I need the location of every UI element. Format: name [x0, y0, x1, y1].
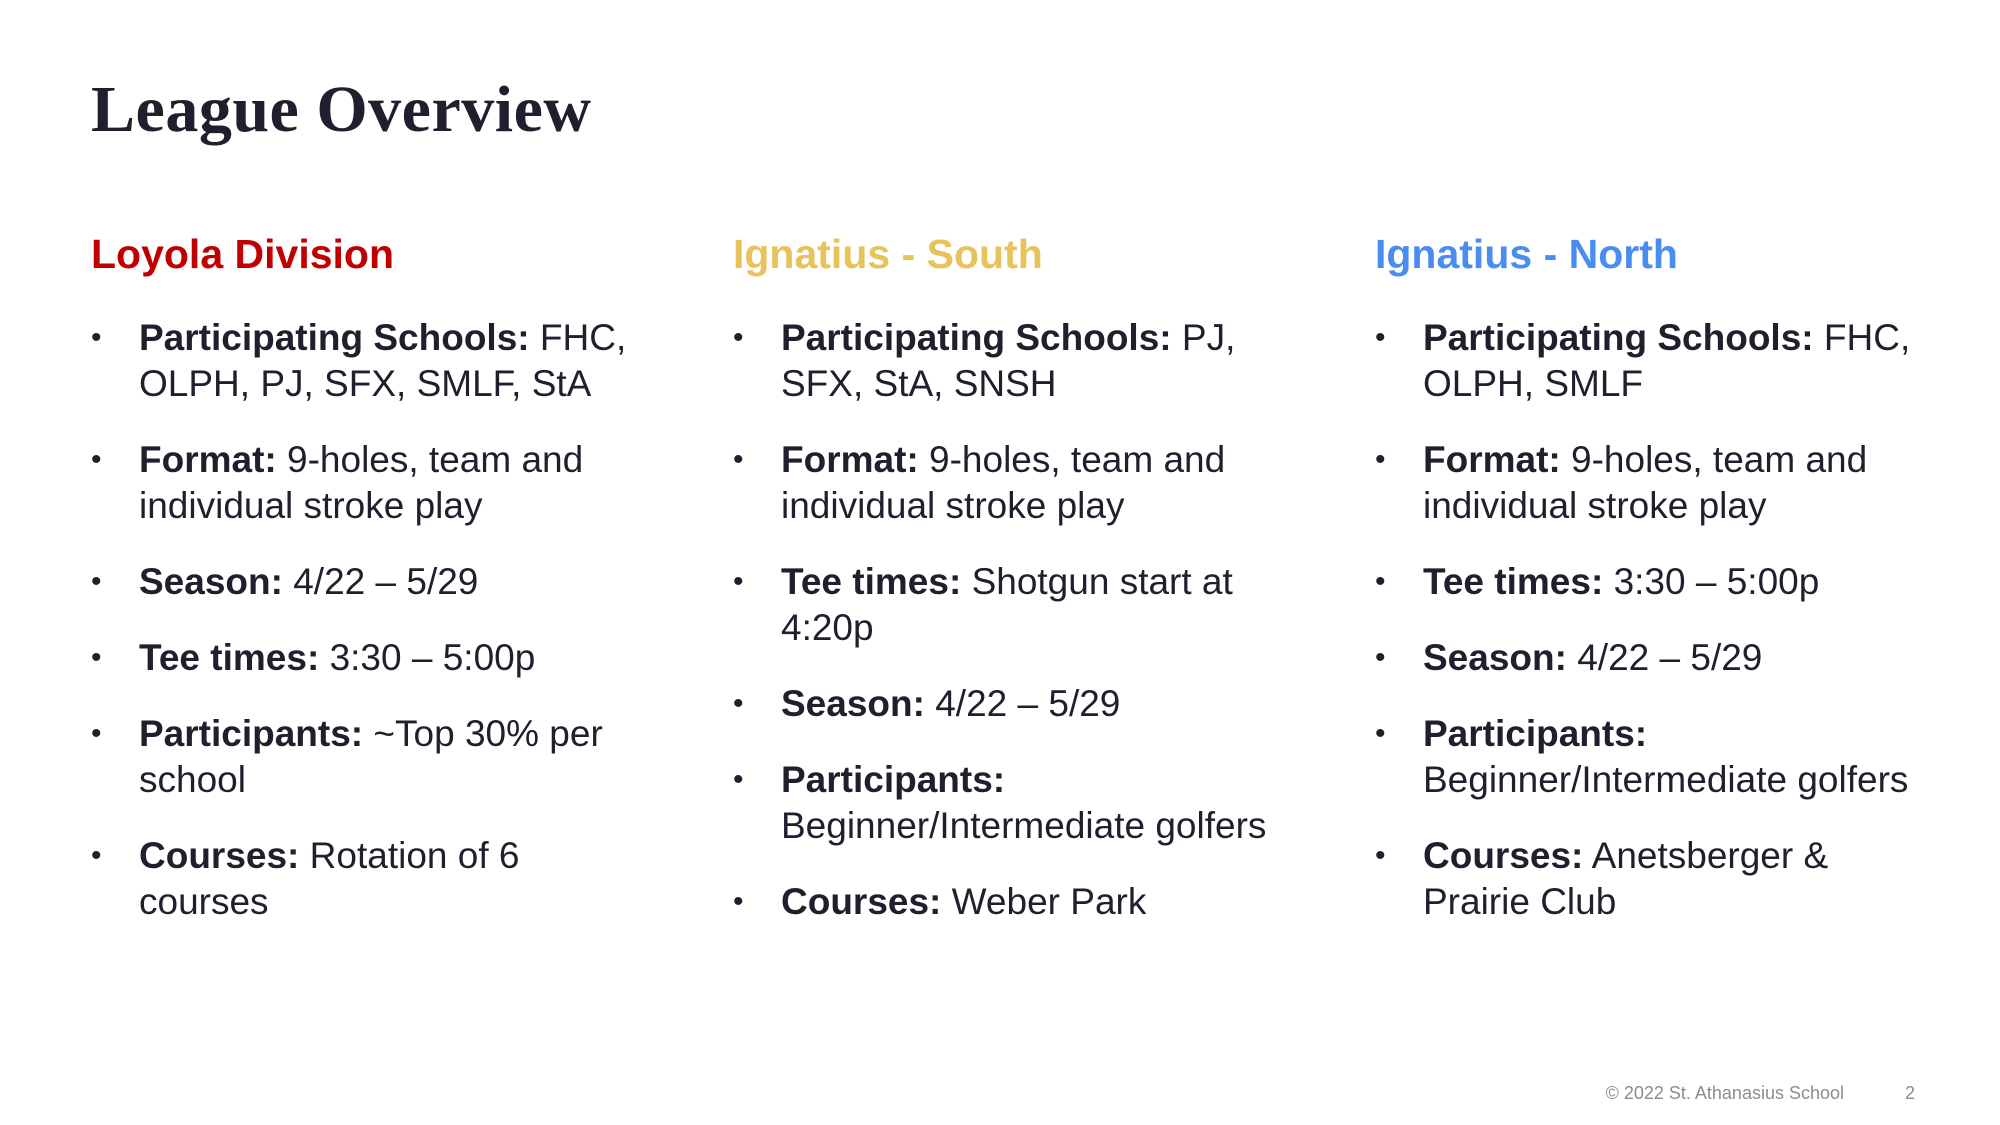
division-heading: Ignatius - South — [733, 231, 1043, 277]
list-item — [1375, 315, 1935, 407]
item-label: Courses: — [781, 881, 942, 922]
division-heading: Loyola Division — [91, 231, 394, 277]
item-label: Participants: — [781, 759, 1006, 800]
bullet-icon: • — [91, 641, 102, 674]
item-text: FHC, OLPH, PJ, SFX, SMLF, StA — [139, 317, 627, 404]
list-item — [733, 879, 1293, 925]
item-label: Participating Schools: — [139, 317, 530, 358]
item-label: Tee times: — [139, 637, 320, 678]
item-text: FHC, OLPH, SMLF — [1423, 317, 1911, 404]
item-label: Format: — [139, 439, 277, 480]
item-label: Participants: — [1423, 713, 1648, 754]
bullet-icon: • — [91, 717, 102, 750]
item-label: Participating Schools: — [1423, 317, 1814, 358]
bullet-icon: • — [1375, 321, 1386, 354]
list-item — [91, 635, 651, 681]
item-label: Participants: — [139, 713, 364, 754]
bullet-icon: • — [1375, 717, 1386, 750]
item-label: Tee times: — [1423, 561, 1604, 602]
division-heading: Ignatius - North — [1375, 231, 1678, 277]
item-text: Beginner/Intermediate golfers — [781, 805, 1267, 846]
item-text: ~Top 30% per school — [139, 713, 603, 800]
item-label: Participating Schools: — [781, 317, 1172, 358]
item-text: 9-holes, team and individual stroke play — [139, 439, 584, 526]
item-label: Courses: — [139, 835, 300, 876]
list-item — [1375, 559, 1935, 605]
item-text: 3:30 – 5:00p — [1613, 561, 1820, 602]
list-item — [91, 315, 651, 407]
item-text: Anetsberger & Prairie Club — [1423, 835, 1829, 922]
item-text: Shotgun start at 4:20p — [781, 561, 1233, 648]
item-text: 9-holes, team and individual stroke play — [1423, 439, 1868, 526]
list-item — [733, 559, 1293, 651]
item-text: 9-holes, team and individual stroke play — [781, 439, 1226, 526]
bullet-icon: • — [1375, 641, 1386, 674]
bullet-icon: • — [91, 321, 102, 354]
bullet-icon: • — [733, 687, 744, 720]
item-label: Tee times: — [781, 561, 962, 602]
list-item — [733, 757, 1293, 849]
bullet-icon: • — [733, 885, 744, 918]
division-details-list — [91, 315, 651, 925]
division-details-list — [1375, 315, 1935, 925]
bullet-icon: • — [733, 321, 744, 354]
item-label: Format: — [781, 439, 919, 480]
bullet-icon: • — [1375, 565, 1386, 598]
item-text: Beginner/Intermediate golfers — [1423, 759, 1909, 800]
page-number: 2 — [1904, 1083, 1915, 1103]
bullet-icon: • — [91, 565, 102, 598]
item-label: Season: — [781, 683, 925, 724]
bullet-icon: • — [733, 565, 744, 598]
list-item — [733, 437, 1293, 529]
bullet-icon: • — [733, 763, 744, 796]
item-text: 4/22 – 5/29 — [293, 561, 479, 602]
bullet-icon: • — [1375, 443, 1386, 476]
list-item — [733, 681, 1293, 727]
division-ignatius-south — [733, 230, 1293, 955]
item-label: Courses: — [1423, 835, 1584, 876]
list-item — [1375, 833, 1935, 925]
division-loyola — [91, 230, 651, 955]
list-item — [91, 833, 651, 925]
list-item — [91, 711, 651, 803]
item-label: Format: — [1423, 439, 1561, 480]
list-item — [1375, 635, 1935, 681]
bullet-icon: • — [1375, 839, 1386, 872]
slide-title: League Overview — [91, 73, 592, 146]
item-label: Season: — [1423, 637, 1567, 678]
bullet-icon: • — [91, 839, 102, 872]
item-text: PJ, SFX, StA, SNSH — [781, 317, 1236, 404]
division-ignatius-north — [1375, 230, 1935, 955]
list-item — [1375, 437, 1935, 529]
item-text: 4/22 – 5/29 — [935, 683, 1121, 724]
footer-copyright: © 2022 St. Athanasius School — [1605, 1083, 1844, 1103]
bullet-icon: • — [733, 443, 744, 476]
list-item — [91, 437, 651, 529]
division-details-list — [733, 315, 1293, 925]
item-text: Weber Park — [951, 881, 1147, 922]
item-text: 4/22 – 5/29 — [1577, 637, 1763, 678]
bullet-icon: • — [91, 443, 102, 476]
list-item — [733, 315, 1293, 407]
item-text: 3:30 – 5:00p — [329, 637, 536, 678]
item-label: Season: — [139, 561, 283, 602]
list-item — [91, 559, 651, 605]
item-text: Rotation of 6 courses — [139, 835, 520, 922]
list-item — [1375, 711, 1935, 803]
